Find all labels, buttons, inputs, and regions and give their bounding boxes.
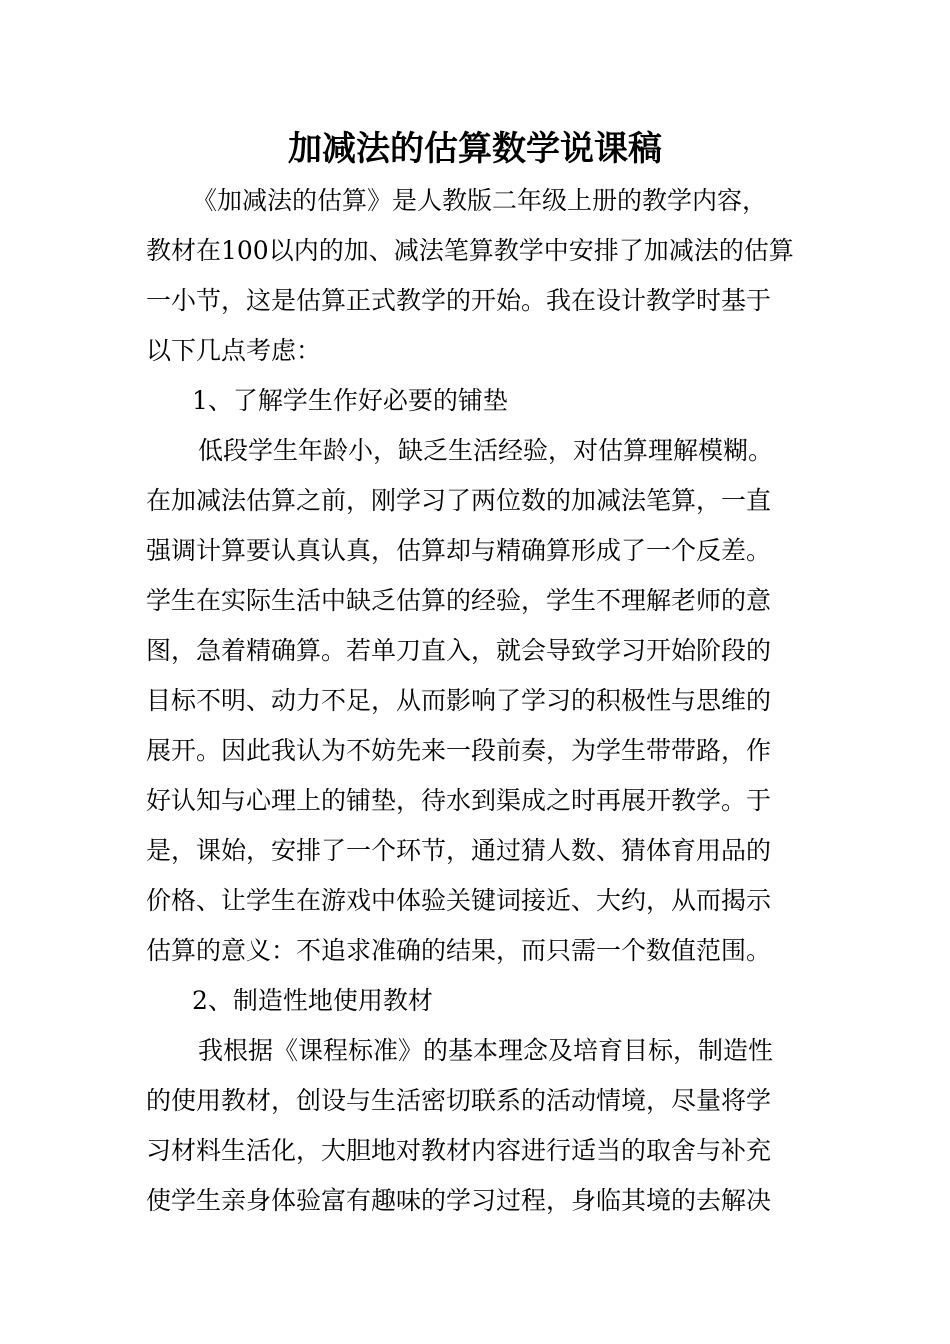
paragraph-line: 低段学生年龄小，缺乏生活经验，对估算理解模糊。 xyxy=(198,436,774,465)
paragraph-line: 使学生亲身体验富有趣味的学习过程，身临其境的去解决 xyxy=(146,1186,772,1215)
paragraph-line: 展开。因此我认为不妨先来一段前奏，为学生带带路，作 xyxy=(146,736,772,765)
paragraph-line: 教材在100以内的加、减法笔算教学中安排了加减法的估算 xyxy=(146,236,794,265)
section-heading: 2、制造性地使用教材 xyxy=(192,986,433,1015)
paragraph-line: 图，急着精确算。若单刀直入，就会导致学习开始阶段的 xyxy=(146,636,772,665)
paragraph-line: 我根据《课程标准》的基本理念及培育目标，制造性 xyxy=(198,1036,774,1065)
paragraph-line: 《加减法的估算》是人教版二年级上册的教学内容， xyxy=(192,186,768,215)
paragraph-line: 好认知与心理上的铺垫，待水到渠成之时再展开教学。于 xyxy=(146,786,772,815)
paragraph-line: 估算的意义：不追求准确的结果，而只需一个数值范围。 xyxy=(146,936,772,965)
paragraph-line: 是，课始，安排了一个环节，通过猜人数、猜体育用品的 xyxy=(146,836,772,865)
document-body xyxy=(146,176,810,1226)
paragraph-line: 目标不明、动力不足，从而影响了学习的积极性与思维的 xyxy=(146,686,772,715)
paragraph-line: 在加减法估算之前，刚学习了两位数的加减法笔算，一直 xyxy=(146,486,772,515)
paragraph-line: 强调计算要认真认真，估算却与精确算形成了一个反差。 xyxy=(146,536,772,565)
section-heading: 1、了解学生作好必要的铺垫 xyxy=(192,386,508,415)
paragraph-line: 一小节，这是估算正式教学的开始。我在设计教学时基于 xyxy=(146,286,772,315)
paragraph-line: 的使用教材，创设与生活密切联系的活动情境，尽量将学 xyxy=(146,1086,772,1115)
document-title: 加减法的估算数学说课稿 xyxy=(288,129,662,169)
paragraph-line: 以下几点考虑： xyxy=(146,336,322,365)
paragraph-line: 价格、让学生在游戏中体验关键词接近、大约，从而揭示 xyxy=(146,886,772,915)
paragraph-line: 习材料生活化，大胆地对教材内容进行适当的取舍与补充 xyxy=(146,1136,772,1165)
paragraph-line: 学生在实际生活中缺乏估算的经验，学生不理解老师的意 xyxy=(146,586,772,615)
